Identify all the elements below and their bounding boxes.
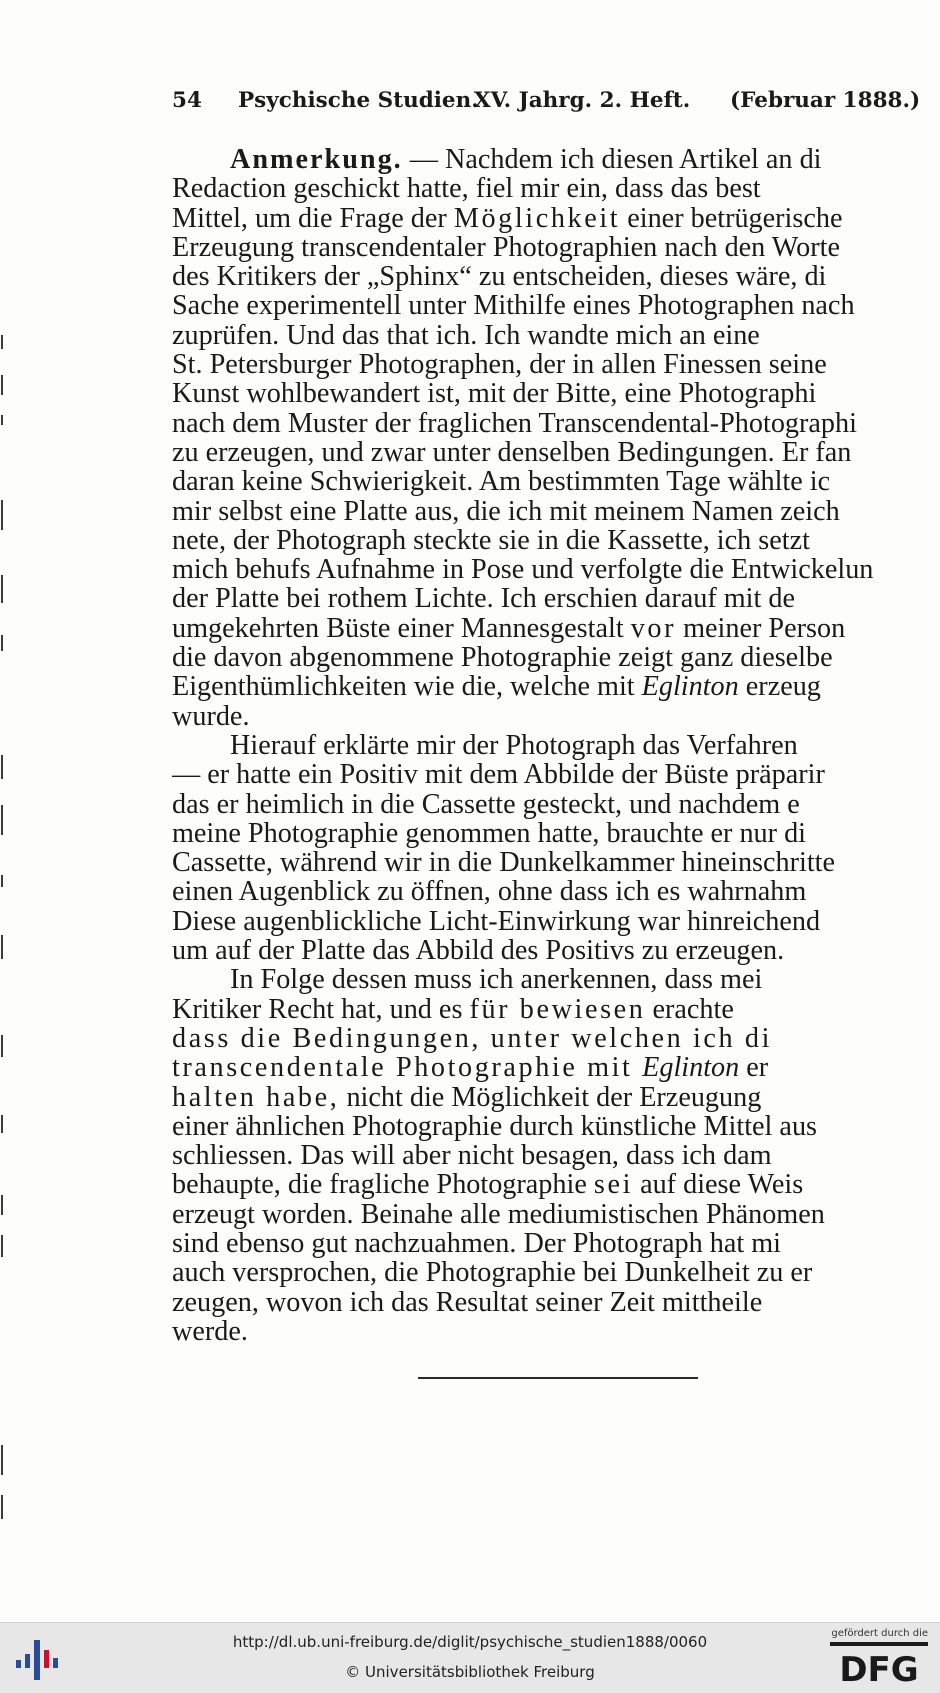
dfg-logo-icon [830, 1639, 928, 1685]
source-url[interactable]: http://dl.ub.uni-freiburg.de/diglit/psychische_studien1888/0060 [232, 1633, 708, 1651]
text-line: mir selbst eine Platte aus, die ich mit meinem Namen zeich [172, 496, 840, 526]
gutter-mark [1, 1035, 3, 1057]
text-line: auch versprochen, die Photographie bei Dunkelheit zu er [172, 1258, 813, 1288]
text-fragment: einer betrügerische [620, 203, 843, 233]
text-line [172, 1083, 940, 1112]
journal-title: Psychische Studien. [238, 88, 479, 113]
text-line: nach dem Muster der fraglichen Transcendental-Photographi [172, 408, 857, 438]
text-line: — er hatte ein Positiv mit dem Abbilde der Büste präparir [172, 760, 825, 790]
text-line: Sache experimentell unter Mithilfe eines Photographen nach [172, 291, 855, 321]
text-line: einer ähnlichen Photographie durch künstliche Mittel aus [172, 1111, 818, 1142]
spaced-emphasis: sei [593, 1170, 634, 1200]
text-line: Hierauf erklärte mir der Photograph das Verfahren [230, 730, 798, 761]
text-line: werde. [172, 1316, 248, 1347]
gutter-mark [1, 575, 3, 603]
page-number: 54 [172, 88, 202, 113]
gutter-mark [1, 1495, 3, 1519]
text-line: erzeugt worden. Beinahe alle mediumistischen Phänomen [172, 1199, 825, 1229]
text-line: sind ebenso gut nachzuahmen. Der Photograph hat mi [172, 1228, 782, 1259]
text-fragment: umgekehrten Büste einer Mannesgestalt [172, 613, 631, 644]
text-fragment: erachte [645, 994, 734, 1024]
text-line: zuprüfen. Und das that ich. Ich wandte mich an eine [172, 320, 760, 351]
spaced-emphasis: vor [630, 613, 677, 644]
gutter-mark [1, 500, 3, 530]
text-line: dass die Bedingungen, unter welchen ich di [172, 1023, 773, 1054]
dfg-funding-label: gefördert durch die [831, 1628, 928, 1639]
text-line: St. Petersburger Photographen, der in allen Finessen seine [172, 350, 827, 380]
text-fragment: behaupte, die fragliche Photographie [172, 1170, 594, 1200]
article-text [172, 145, 940, 1346]
text-line: Redaction geschickt hatte, fiel mir ein, dass das best [172, 174, 761, 204]
gutter-mark [1, 1235, 3, 1257]
issue-date: (Februar 1888.) [730, 88, 921, 113]
text-fragment: Eigenthümlichkeiten wie die, welche mit [172, 672, 642, 702]
text-line: einen Augenblick zu öffnen, ohne dass ich es wahrnahm [172, 877, 807, 907]
text-fragment: Kritiker Recht hat, und es [172, 994, 470, 1024]
gutter-mark [1, 805, 3, 835]
text-line: Cassette, während wir in die Dunkelkammer hineinschritte [172, 848, 835, 878]
text-line: In Folge dessen muss ich anerkennen, dass mei [230, 965, 763, 995]
spaced-emphasis: halten habe, [172, 1082, 340, 1112]
gutter-mark [1, 1195, 3, 1215]
gutter-mark [1, 335, 3, 349]
gutter-mark [1, 415, 3, 425]
text-line: schliessen. Das will aber nicht besagen, dass ich dam [172, 1141, 772, 1171]
footer-bar [0, 1622, 940, 1693]
copyright-notice: © Universitätsbibliothek Freiburg [345, 1663, 595, 1681]
dfg-logo-text: DFG [839, 1650, 919, 1685]
text-line: die davon abgenommene Photographie zeigt ganz dieselbe [172, 643, 833, 673]
text-line [172, 995, 940, 1024]
text-line [172, 204, 940, 233]
text-line [172, 1170, 940, 1199]
text-line [172, 1053, 940, 1082]
text-line: zu erzeugen, und zwar unter denselben Bedingungen. Er fan [172, 437, 852, 468]
text-line: zeugen, wovon ich das Resultat seiner Zeit mittheile [172, 1287, 763, 1317]
gutter-mark [1, 635, 3, 651]
italic-name: Eglinton [641, 672, 739, 702]
gutter-mark [1, 1445, 3, 1475]
spaced-emphasis: Möglichkeit [453, 203, 621, 233]
text-line: nete, der Photograph steckte sie in die Kassette, ich setzt [172, 525, 810, 556]
text-line: um auf der Platte das Abbild des Positivs zu erzeugen. [172, 936, 785, 966]
gutter-mark [1, 1115, 3, 1133]
spaced-emphasis: für bewiesen [469, 994, 646, 1024]
text-line: Kunst wohlbewandert ist, mit der Bitte, eine Photographi [172, 379, 817, 409]
text-line [172, 672, 940, 701]
text-fragment: meiner Person [676, 613, 846, 644]
text-fragment: erzeug [738, 672, 821, 702]
gutter-mark [1, 875, 3, 887]
text-line: daran keine Schwierigkeit. Am bestimmten Tage wählte ic [172, 467, 831, 497]
running-header [172, 88, 932, 118]
gutter-mark [1, 375, 3, 395]
text-fragment: — Nachdem ich diesen Artikel an di [402, 145, 822, 175]
gutter-mark [1, 935, 3, 959]
end-rule [418, 1377, 698, 1379]
text-fragment: er [739, 1053, 769, 1083]
text-line: wurde. [172, 701, 250, 731]
issue-info: XV. Jahrg. 2. Heft. [474, 88, 691, 113]
text-line: der Platte bei rothem Lichte. Ich erschien darauf mit de [172, 584, 796, 614]
text-line: Erzeugung transcendentaler Photographien nach den Worte [172, 232, 840, 263]
note-heading: Anmerkung. [230, 145, 403, 175]
text-line: mich behufs Aufnahme in Pose und verfolgte die Entwickelun [172, 555, 874, 585]
gutter-mark [1, 755, 3, 779]
text-line: meine Photographie genommen hatte, brauchte er nur di [172, 818, 807, 849]
text-line [172, 145, 940, 174]
text-fragment: nicht die Möglichkeit der Erzeugung [339, 1082, 762, 1112]
text-fragment: auf diese Weis [633, 1170, 804, 1200]
text-line: das er heimlich in die Cassette gesteckt, und nachdem e [172, 789, 800, 819]
text-line: Diese augenblickliche Licht-Einwirkung war hinreichend [172, 906, 821, 937]
text-fragment: Mittel, um die Frage der [172, 203, 454, 233]
text-line [172, 614, 940, 643]
spaced-emphasis: transcendentale Photographie mit [172, 1053, 643, 1083]
italic-name: Eglinton [642, 1053, 740, 1083]
text-line: des Kritikers der „Sphinx“ zu entscheiden, dieses wäre, di [172, 262, 827, 292]
gutter-marks [0, 335, 6, 1535]
